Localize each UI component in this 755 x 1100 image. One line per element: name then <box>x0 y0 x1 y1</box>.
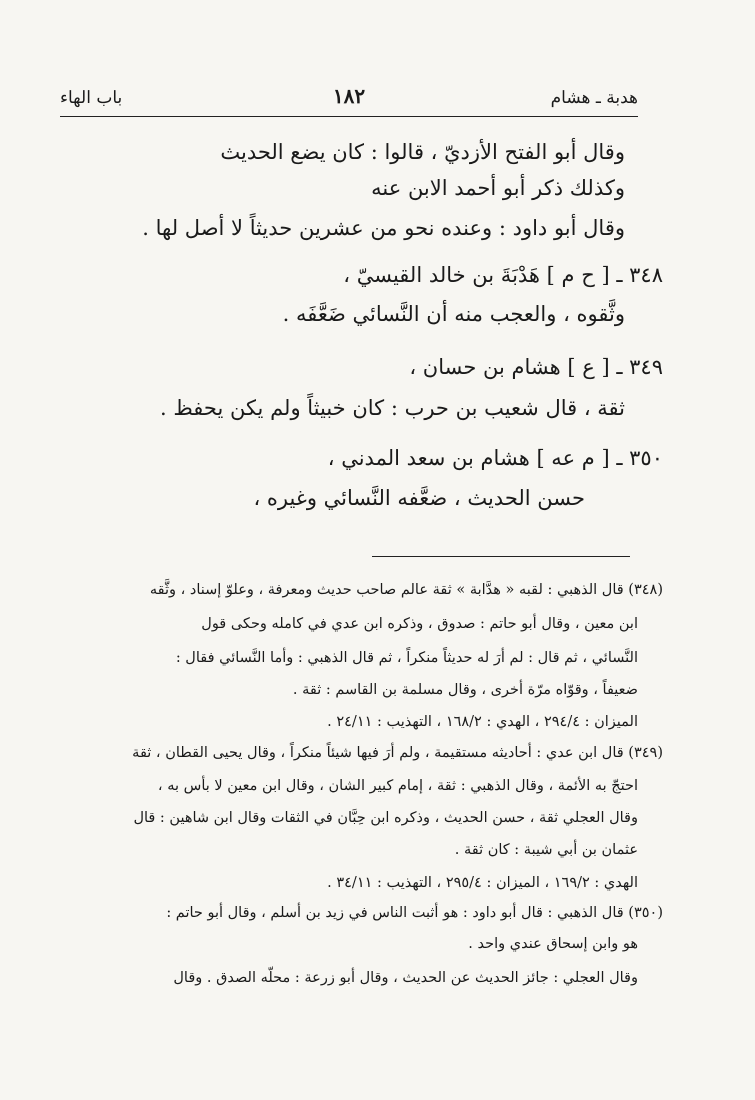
footnote-line: (٣٤٩) قال ابن عدي : أحاديثه مستقيمة ، ولم أرَ فيها شيئاً منكراً ، وقال يحيى القطان ، ثقة <box>132 745 663 761</box>
footnote-line: (٣٤٨) قال الذهبي : لقبه « هدَّابة » ثقة عالم صاحب حديث ومعرفة ، وعلوّ إسناد ، وثَّقه <box>149 582 663 598</box>
entry-heading: ٣٤٨ ـ [ ح م ] هَدْبَةَ بن خالد القيسيّ ، <box>343 263 663 287</box>
entry-text: وثَّقوه ، والعجب منه أن النَّسائي ضَعَّفَه . <box>282 302 625 326</box>
footnote-line: (٣٥٠) قال الذهبي : قال أبو داود : هو أثبت الناس في زيد بن أسلم ، وقال أبو حاتم : <box>166 905 663 921</box>
footnote-line: وقال العجلي ثقة ، حسن الحديث ، وذكره ابن حِبَّان في الثقات وقال ابن شاهين : قال <box>133 810 638 826</box>
entry-heading: ٣٥٠ ـ [ م عه ] هشام بن سعد المدني ، <box>327 446 663 470</box>
footnote-line: وقال العجلي : جائز الحديث عن الحديث ، وقال أبو زرعة : محلّه الصدق . وقال <box>173 970 638 986</box>
intro-line: وقال أبو الفتح الأزديّ ، قالوا : كان يضع الحديث <box>220 140 625 164</box>
footnote-line: الهدي : ١٦٩/٢ ، الميزان : ٢٩٥/٤ ، التهذيب : ٣٤/١١ . <box>327 875 638 891</box>
page-header <box>60 82 638 117</box>
footnote-separator <box>372 556 630 557</box>
footnote-line: النَّسائي ، ثم قال : لم أرَ له حديثاً منكراً ، ثم قال الذهبي : وأما النَّسائي فقال : <box>175 650 638 666</box>
footnote-line: الميزان : ٢٩٤/٤ ، الهدي : ١٦٨/٢ ، التهذيب : ٢٤/١١ . <box>327 714 638 730</box>
entry-heading: ٣٤٩ ـ [ ع ] هشام بن حسان ، <box>409 355 663 379</box>
footnote-line: عثمان بن أبي شيبة : كان ثقة . <box>454 842 638 858</box>
footnote-line: ابن معين ، وقال أبو حاتم : صدوق ، وذكره ابن عدي في كامله وحكى قول <box>201 616 638 632</box>
footnote-line: ضعيفاً ، وقوّاه مرّة أخرى ، وقال مسلمة بن القاسم : ثقة . <box>292 682 638 698</box>
page-number: ١٨٢ <box>332 84 366 108</box>
header-topic: هدبة ـ هشام <box>550 88 638 108</box>
entry-text: حسن الحديث ، ضعَّفه النَّسائي وغيره ، <box>253 486 585 510</box>
header-chapter: باب الهاء <box>60 88 123 108</box>
entry-text: ثقة ، قال شعيب بن حرب : كان خبيثاً ولم يكن يحفظ . <box>159 396 625 420</box>
footnote-line: احتجّ به الأئمة ، وقال الذهبي : ثقة ، إمام كبير الشان ، وقال ابن معين لا بأس به ، <box>157 778 638 794</box>
intro-line: وكذلك ذكر أبو أحمد الابن عنه <box>371 176 625 200</box>
footnote-line: هو وابن إسحاق عندي واحد . <box>468 936 638 952</box>
intro-line: وقال أبو داود : وعنده نحو من عشرين حديثاً لا أصل لها . <box>142 216 625 240</box>
